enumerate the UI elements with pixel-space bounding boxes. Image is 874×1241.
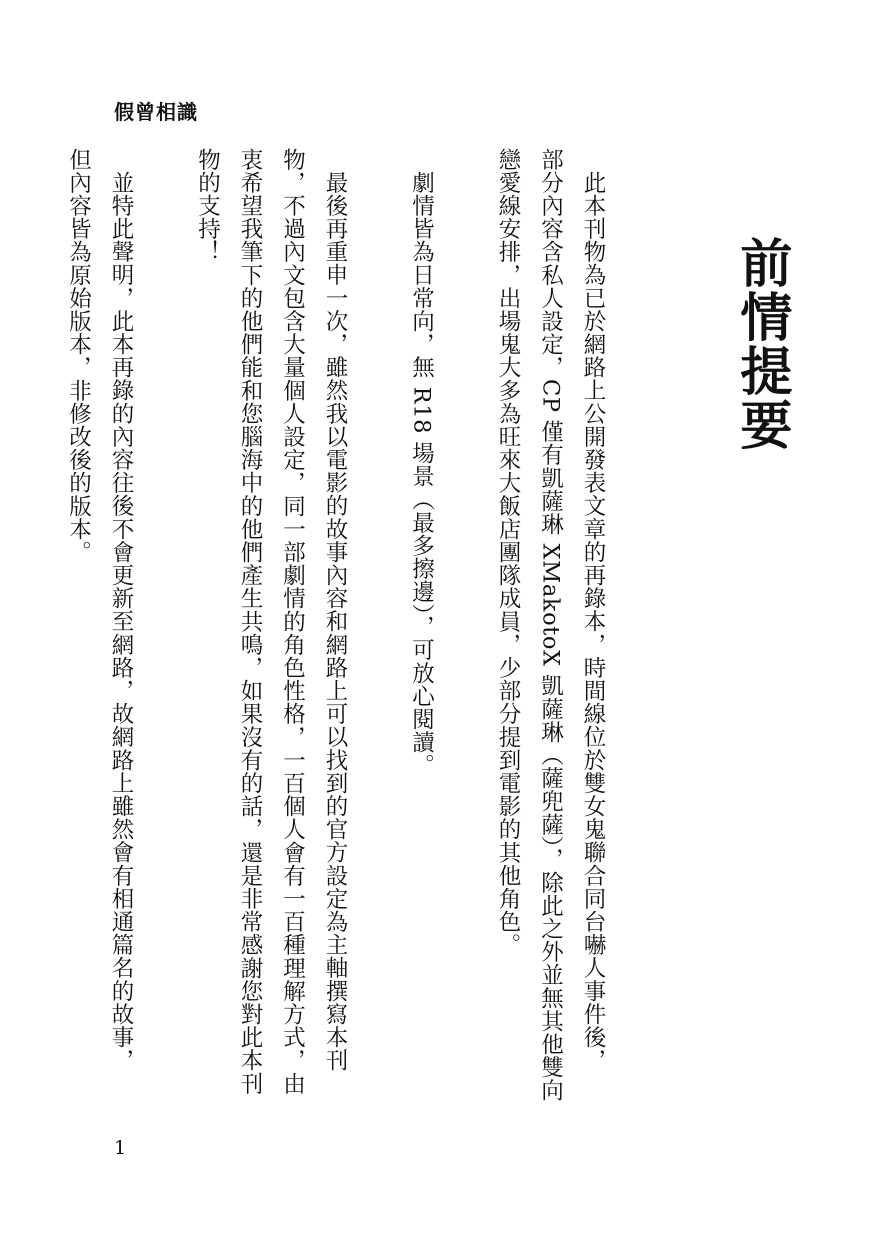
page-number: 1	[114, 1137, 127, 1159]
paragraph-line-1: 此本刊物為已於網路上公開發表文章的再錄本，時間線位於雙女鬼聯合同台嚇人事件後，	[580, 170, 606, 1072]
chapter-title: 前情提要	[730, 236, 792, 452]
paragraph-line-2: 部分內容含私人設定，CP 僅有凱薩琳 XMakotoX 凱薩琳（薩兜薩），除此之外並無其他雙向	[537, 148, 564, 1103]
running-header-book-title: 假曾相識	[114, 100, 198, 124]
paragraph-line-5: 最後再重申一次，雖然我以電影的故事內容和網路上可以找到的官方設定為主軸撰寫本刊	[322, 170, 348, 1072]
paragraph-line-3: 戀愛線安排，出場鬼大多為旺來大飯店團隊成員，少部分提到電影的其他角色。	[495, 148, 521, 957]
paragraph-line-4: 劇情皆為日常向，無 R18 場景（最多擦邊），可放心閱讀。	[408, 170, 435, 777]
paragraph-line-7: 衷希望我筆下的他們能和您腦海中的他們產生共鳴，如果沒有的話，還是非常感謝您對此本刊	[237, 148, 263, 1096]
paragraph-line-9: 並特此聲明，此本再錄的內容往後不會更新至網路，故網路上雖然會有相通篇名的故事，	[108, 170, 134, 1072]
paragraph-line-6: 物，不過內文包含大量個人設定，同一部劇情的角色性格，一百個人會有一百種理解方式，由	[279, 148, 306, 1096]
body-text	[57, 148, 658, 1108]
paragraph-line-8: 物的支持！	[194, 148, 221, 264]
paragraph-line-10: 但內容皆為原始版本，非修改後的版本。	[65, 148, 92, 564]
